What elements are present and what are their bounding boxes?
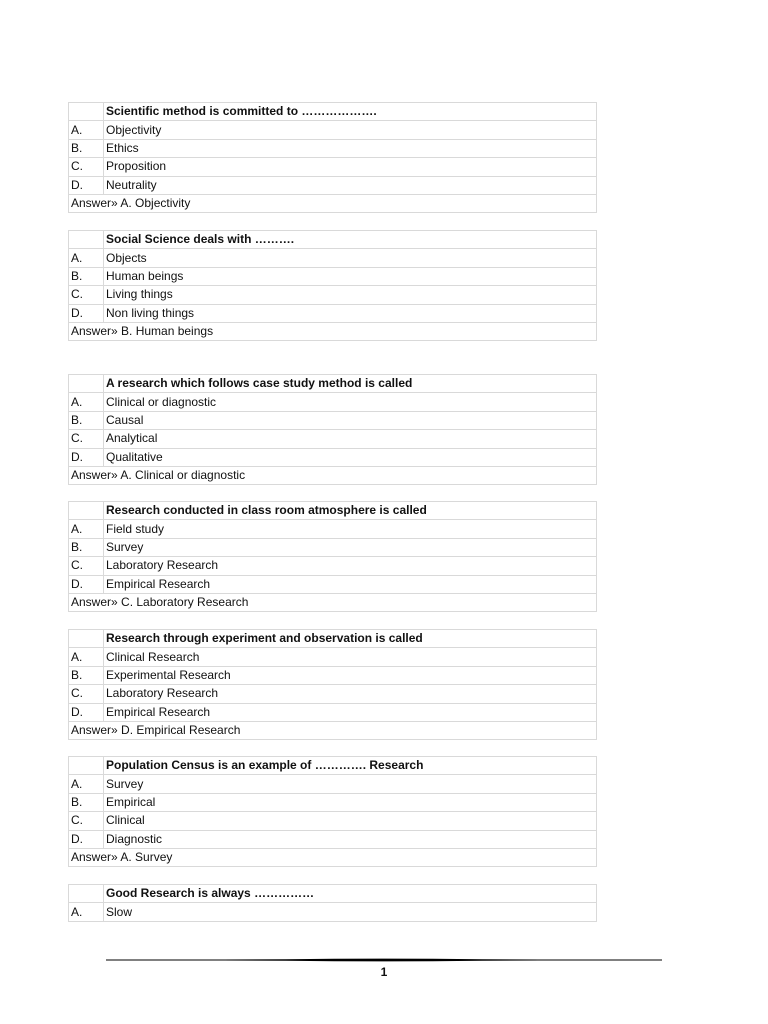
answer-text: Answer» A. Clinical or diagnostic — [69, 466, 597, 484]
answer-text: Answer» A. Objectivity — [69, 194, 597, 212]
option-letter: D. — [69, 575, 104, 593]
option-text: Qualitative — [104, 448, 597, 466]
option-letter: B. — [69, 793, 104, 811]
option-letter: A. — [69, 775, 104, 793]
question-number-cell — [69, 231, 104, 249]
option-letter: D. — [69, 703, 104, 721]
option-text: Clinical or diagnostic — [104, 393, 597, 411]
option-letter: C. — [69, 430, 104, 448]
option-text: Objectivity — [104, 121, 597, 139]
option-letter: D. — [69, 304, 104, 322]
option-letter: C. — [69, 685, 104, 703]
option-letter: A. — [69, 249, 104, 267]
question-text: Research through experiment and observation is called — [104, 630, 597, 648]
page-number: 1 — [380, 965, 388, 979]
question-text: Population Census is an example of …………. Research — [104, 757, 597, 775]
option-letter: C. — [69, 158, 104, 176]
option-text: Proposition — [104, 158, 597, 176]
option-letter: A. — [69, 121, 104, 139]
question-number-cell — [69, 502, 104, 520]
question-number-cell — [69, 630, 104, 648]
answer-text: Answer» D. Empirical Research — [69, 721, 597, 739]
question-block — [68, 756, 597, 867]
option-letter: B. — [69, 267, 104, 285]
option-text: Empirical Research — [104, 575, 597, 593]
option-letter: B. — [69, 411, 104, 429]
option-letter: B. — [69, 538, 104, 556]
question-number-cell — [69, 103, 104, 121]
question-block — [68, 374, 597, 485]
option-text: Slow — [104, 903, 597, 921]
option-text: Objects — [104, 249, 597, 267]
option-letter: C. — [69, 557, 104, 575]
question-block — [68, 884, 597, 922]
option-text: Non living things — [104, 304, 597, 322]
question-text: Scientific method is committed to ………………. — [104, 103, 597, 121]
option-text: Neutrality — [104, 176, 597, 194]
option-letter: D. — [69, 176, 104, 194]
option-text: Diagnostic — [104, 830, 597, 848]
question-text: A research which follows case study method is called — [104, 375, 597, 393]
option-letter: B. — [69, 666, 104, 684]
option-text: Laboratory Research — [104, 557, 597, 575]
question-block — [68, 230, 597, 341]
option-letter: B. — [69, 139, 104, 157]
question-text: Research conducted in class room atmosphere is called — [104, 502, 597, 520]
option-letter: C. — [69, 812, 104, 830]
question-number-cell — [69, 375, 104, 393]
option-letter: A. — [69, 648, 104, 666]
answer-text: Answer» B. Human beings — [69, 322, 597, 340]
question-block — [68, 102, 597, 213]
option-text: Human beings — [104, 267, 597, 285]
option-text: Clinical Research — [104, 648, 597, 666]
answer-text: Answer» A. Survey — [69, 848, 597, 866]
option-text: Field study — [104, 520, 597, 538]
option-text: Clinical — [104, 812, 597, 830]
option-text: Ethics — [104, 139, 597, 157]
footer-divider — [106, 958, 662, 962]
question-block — [68, 501, 597, 612]
option-text: Analytical — [104, 430, 597, 448]
option-letter: D. — [69, 830, 104, 848]
question-block — [68, 629, 597, 740]
option-text: Living things — [104, 286, 597, 304]
option-letter: D. — [69, 448, 104, 466]
option-text: Empirical Research — [104, 703, 597, 721]
option-text: Survey — [104, 775, 597, 793]
answer-text: Answer» C. Laboratory Research — [69, 593, 597, 611]
option-text: Empirical — [104, 793, 597, 811]
option-letter: C. — [69, 286, 104, 304]
option-text: Laboratory Research — [104, 685, 597, 703]
option-letter: A. — [69, 520, 104, 538]
option-text: Causal — [104, 411, 597, 429]
option-letter: A. — [69, 903, 104, 921]
question-text: Good Research is always …………… — [104, 885, 597, 903]
option-letter: A. — [69, 393, 104, 411]
question-number-cell — [69, 885, 104, 903]
option-text: Survey — [104, 538, 597, 556]
question-text: Social Science deals with ………. — [104, 231, 597, 249]
question-number-cell — [69, 757, 104, 775]
option-text: Experimental Research — [104, 666, 597, 684]
